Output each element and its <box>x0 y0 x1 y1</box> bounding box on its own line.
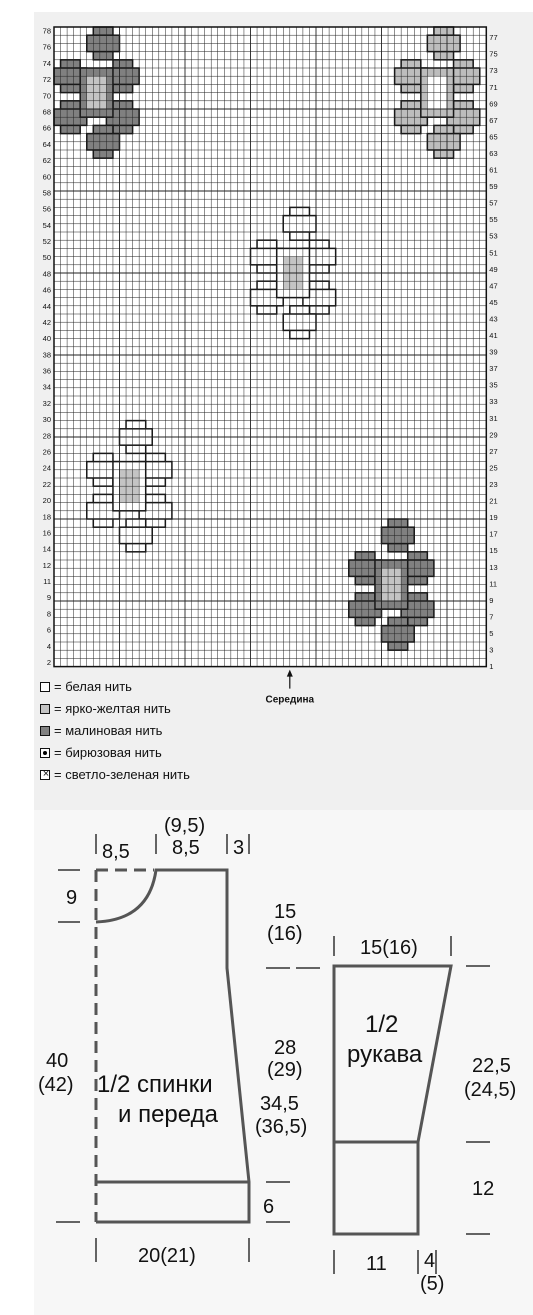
dim-cuff: 12 <box>472 1178 495 1200</box>
row-number-left: 44 <box>42 301 51 311</box>
middle-arrow-icon <box>287 670 293 677</box>
row-number-left: 14 <box>42 544 51 554</box>
legend-item-lightgreen: × = светло-зеленая нить <box>40 767 190 782</box>
dim-sleeve-len-2: (24,5) <box>464 1079 517 1101</box>
knitting-chart-panel <box>34 12 533 810</box>
row-number-right: 55 <box>489 215 498 225</box>
row-number-right: 51 <box>489 248 498 258</box>
row-number-right: 13 <box>489 562 498 572</box>
row-number-right: 75 <box>489 49 498 59</box>
white-square-icon <box>40 682 50 692</box>
row-number-left: 22 <box>42 479 51 489</box>
row-number-left: 48 <box>42 269 51 279</box>
yellow-square-icon <box>40 704 50 714</box>
row-number-left: 42 <box>42 317 51 327</box>
row-number-left: 16 <box>42 528 51 538</box>
row-number-left: 64 <box>42 139 51 149</box>
dim-sleeve-top: 15(16) <box>360 937 418 959</box>
row-number-right: 43 <box>489 314 498 324</box>
row-number-right: 65 <box>489 132 498 142</box>
row-number-right: 69 <box>489 99 498 109</box>
dim-armhole-2: (16) <box>267 923 303 945</box>
row-number-right: 25 <box>489 463 498 473</box>
row-number-left: 34 <box>42 382 51 392</box>
row-number-left: 78 <box>42 26 51 36</box>
garment-schematic <box>34 810 533 1315</box>
legend-item-turquoise: = бирюзовая нить <box>40 745 162 760</box>
row-number-right: 9 <box>489 595 494 605</box>
garment-schematic-panel <box>34 810 533 1315</box>
raspberry-square-icon <box>40 726 50 736</box>
row-number-right: 61 <box>489 165 498 175</box>
row-number-left: 12 <box>42 560 51 570</box>
dim-sleeve-step-2: (5) <box>420 1273 445 1295</box>
sleeve-label-line2: рукава <box>347 1041 423 1068</box>
row-number-right: 33 <box>489 397 498 407</box>
row-number-left: 28 <box>42 431 51 441</box>
row-number-right: 5 <box>489 628 494 638</box>
row-number-left: 9 <box>46 593 51 603</box>
dim-sleeve-step-1: 4 <box>424 1250 436 1272</box>
row-number-left: 54 <box>42 220 51 230</box>
row-number-left: 30 <box>42 415 51 425</box>
row-number-left: 50 <box>42 253 51 263</box>
row-number-right: 19 <box>489 513 498 523</box>
row-number-left: 74 <box>42 58 51 68</box>
row-number-right: 47 <box>489 281 498 291</box>
row-number-right: 15 <box>489 546 498 556</box>
dim-top-mid-alt: (9,5) <box>164 815 206 837</box>
row-number-left: 72 <box>42 75 51 85</box>
row-number-left: 52 <box>42 237 51 247</box>
row-number-left: 20 <box>42 496 51 506</box>
body-outline <box>96 870 249 1222</box>
sleeve-outline <box>334 966 451 1234</box>
dim-side-total-1: 34,5 <box>260 1093 299 1115</box>
row-number-right: 39 <box>489 347 498 357</box>
middle-label: Середина <box>265 694 315 706</box>
dim-neck: 9 <box>66 887 78 909</box>
row-number-right: 37 <box>489 364 498 374</box>
row-number-left: 68 <box>42 107 51 117</box>
sleeve-label-line1: 1/2 <box>365 1011 399 1038</box>
row-number-right: 7 <box>489 612 494 622</box>
dim-armhole-1: 15 <box>274 901 297 923</box>
row-number-right: 21 <box>489 496 498 506</box>
row-number-right: 59 <box>489 182 498 192</box>
row-number-left: 58 <box>42 188 51 198</box>
row-number-right: 57 <box>489 198 498 208</box>
row-number-right: 31 <box>489 413 498 423</box>
row-number-left: 36 <box>42 366 51 376</box>
row-number-right: 67 <box>489 115 498 125</box>
row-number-right: 41 <box>489 331 498 341</box>
dim-hem: 6 <box>263 1196 275 1218</box>
row-number-right: 71 <box>489 82 498 92</box>
dim-side-1: 28 <box>274 1037 297 1059</box>
row-number-right: 53 <box>489 231 498 241</box>
row-number-left: 2 <box>46 657 51 667</box>
legend-item-raspberry: = малиновая нить <box>40 723 162 738</box>
dim-side-total-2: (36,5) <box>255 1116 308 1138</box>
row-number-left: 26 <box>42 447 51 457</box>
row-number-right: 11 <box>489 579 498 589</box>
row-number-left: 6 <box>46 625 51 635</box>
row-number-left: 18 <box>42 512 51 522</box>
row-number-right: 23 <box>489 479 498 489</box>
dim-height-1: 40 <box>46 1050 69 1072</box>
row-number-left: 24 <box>42 463 51 473</box>
dim-top-mid: 8,5 <box>172 837 200 859</box>
row-number-right: 35 <box>489 380 498 390</box>
row-number-left: 11 <box>43 577 51 587</box>
row-number-right: 45 <box>489 297 498 307</box>
dim-bottom-width: 20(21) <box>138 1245 196 1267</box>
row-number-right: 77 <box>489 33 498 43</box>
row-number-right: 29 <box>489 430 498 440</box>
row-number-left: 4 <box>46 641 51 651</box>
row-number-left: 46 <box>42 285 51 295</box>
row-number-right: 63 <box>489 148 498 158</box>
row-number-left: 38 <box>42 350 51 360</box>
dim-side-2: (29) <box>267 1059 303 1081</box>
legend-item-white: = белая нить <box>40 679 132 694</box>
dim-top-right: 3 <box>233 837 245 859</box>
dot-square-icon <box>40 748 50 758</box>
dim-height-2: (42) <box>38 1074 74 1096</box>
row-number-right: 17 <box>489 529 498 539</box>
dim-sleeve-len-1: 22,5 <box>472 1055 511 1077</box>
row-number-left: 32 <box>42 398 51 408</box>
legend-item-yellow: = ярко-желтая нить <box>40 701 171 716</box>
row-number-right: 73 <box>489 66 498 76</box>
x-square-icon <box>40 770 50 780</box>
row-number-right: 27 <box>489 446 498 456</box>
row-number-left: 66 <box>42 123 51 133</box>
row-number-right: 3 <box>489 645 494 655</box>
row-number-left: 8 <box>46 609 51 619</box>
row-number-left: 60 <box>42 172 51 182</box>
row-number-left: 62 <box>42 156 51 166</box>
row-number-left: 76 <box>42 42 51 52</box>
row-number-left: 70 <box>42 91 51 101</box>
dim-sleeve-bottom: 11 <box>366 1253 387 1275</box>
body-label-line1: 1/2 спинки <box>97 1071 213 1098</box>
dim-top-left: 8,5 <box>102 841 130 863</box>
row-number-left: 56 <box>42 204 51 214</box>
row-number-right: 49 <box>489 264 498 274</box>
row-number-left: 40 <box>42 334 51 344</box>
row-number-right: 1 <box>489 662 494 672</box>
body-label-line2: и переда <box>118 1101 218 1128</box>
